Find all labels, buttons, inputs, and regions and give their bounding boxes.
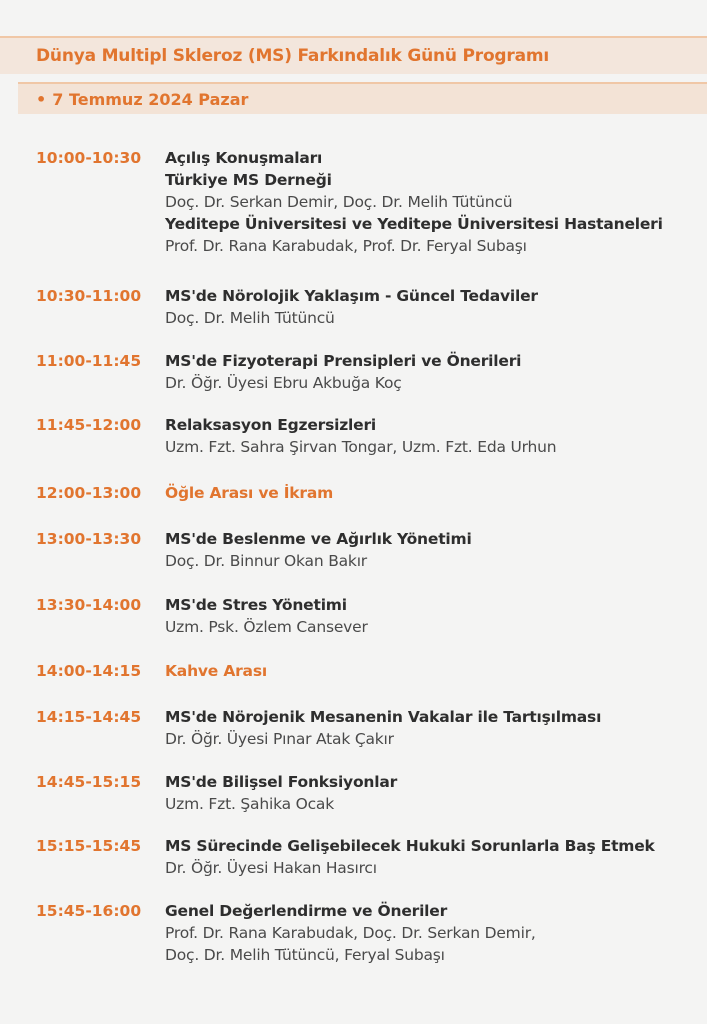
session-time: 14:45-15:15 [36, 773, 142, 791]
session-speakers: Uzm. Fzt. Şahika Ocak [165, 795, 335, 813]
session-time: 15:45-16:00 [36, 902, 142, 920]
page-title: Dünya Multipl Skleroz (MS) Farkındalık Günü Programı [36, 46, 549, 66]
break-title: Kahve Arası [165, 662, 267, 680]
session-title: Yeditepe Üniversitesi ve Yeditepe Üniversitesi Hastaneleri [165, 215, 663, 233]
session-content [165, 528, 699, 572]
session-time: 10:30-11:00 [36, 287, 142, 305]
session-title: Relaksasyon Egzersizleri [165, 416, 377, 434]
session-title: MS'de Fizyoterapi Prensipleri ve Önerileri [165, 352, 522, 370]
session-content [165, 900, 699, 966]
session-title: MS Sürecinde Gelişebilecek Hukuki Sorunlarla Baş Etmek [165, 837, 655, 855]
session-speakers: Prof. Dr. Rana Karabudak, Prof. Dr. Feryal Subaşı [165, 237, 527, 255]
session-time: 14:15-14:45 [36, 708, 142, 726]
session-title: MS'de Bilişsel Fonksiyonlar [165, 773, 398, 791]
session-content [165, 660, 699, 682]
session-title: MS'de Stres Yönetimi [165, 596, 347, 614]
session-content [165, 706, 699, 750]
session-title: MS'de Nörolojik Yaklaşım - Güncel Tedaviler [165, 287, 538, 305]
session-speakers: Doç. Dr. Binnur Okan Bakır [165, 552, 367, 570]
break-title: Öğle Arası ve İkram [165, 484, 334, 502]
session-speakers: Doç. Dr. Serkan Demir, Doç. Dr. Melih Tütüncü [165, 193, 513, 211]
session-content [165, 285, 699, 329]
date-bullet: • [36, 89, 47, 109]
session-speakers: Uzm. Psk. Özlem Cansever [165, 618, 368, 636]
session-time: 11:45-12:00 [36, 416, 142, 434]
session-time: 14:00-14:15 [36, 662, 142, 680]
date-band [18, 82, 707, 114]
session-speakers: Dr. Öğr. Üyesi Hakan Hasırcı [165, 859, 377, 877]
session-time: 15:15-15:45 [36, 837, 142, 855]
session-time: 11:00-11:45 [36, 352, 142, 370]
session-title: MS'de Nörojenik Mesanenin Vakalar ile Tartışılması [165, 708, 602, 726]
session-title: MS'de Beslenme ve Ağırlık Yönetimi [165, 530, 472, 548]
session-time: 12:00-13:00 [36, 484, 142, 502]
session-speakers: Dr. Öğr. Üyesi Ebru Akbuğa Koç [165, 374, 402, 392]
session-content [165, 594, 699, 638]
session-title: Türkiye MS Derneği [165, 171, 332, 189]
event-date: 7 Temmuz 2024 Pazar [52, 89, 249, 109]
session-time: 10:00-10:30 [36, 149, 142, 167]
session-content [165, 414, 699, 458]
session-title: Genel Değerlendirme ve Öneriler [165, 902, 448, 920]
session-content [165, 835, 699, 879]
session-content [165, 771, 699, 815]
session-speakers: Doç. Dr. Melih Tütüncü [165, 309, 335, 327]
session-content [165, 147, 699, 257]
session-speakers: Doç. Dr. Melih Tütüncü, Feryal Subaşı [165, 946, 445, 964]
session-speakers: Prof. Dr. Rana Karabudak, Doç. Dr. Serkan Demir, [165, 924, 536, 942]
session-speakers: Uzm. Fzt. Sahra Şirvan Tongar, Uzm. Fzt. Eda Urhun [165, 438, 557, 456]
title-band [0, 38, 707, 74]
session-content [165, 482, 699, 504]
session-time: 13:30-14:00 [36, 596, 142, 614]
session-title: Açılış Konuşmaları [165, 149, 323, 167]
session-time: 13:00-13:30 [36, 530, 142, 548]
session-content [165, 350, 699, 394]
session-speakers: Dr. Öğr. Üyesi Pınar Atak Çakır [165, 730, 394, 748]
